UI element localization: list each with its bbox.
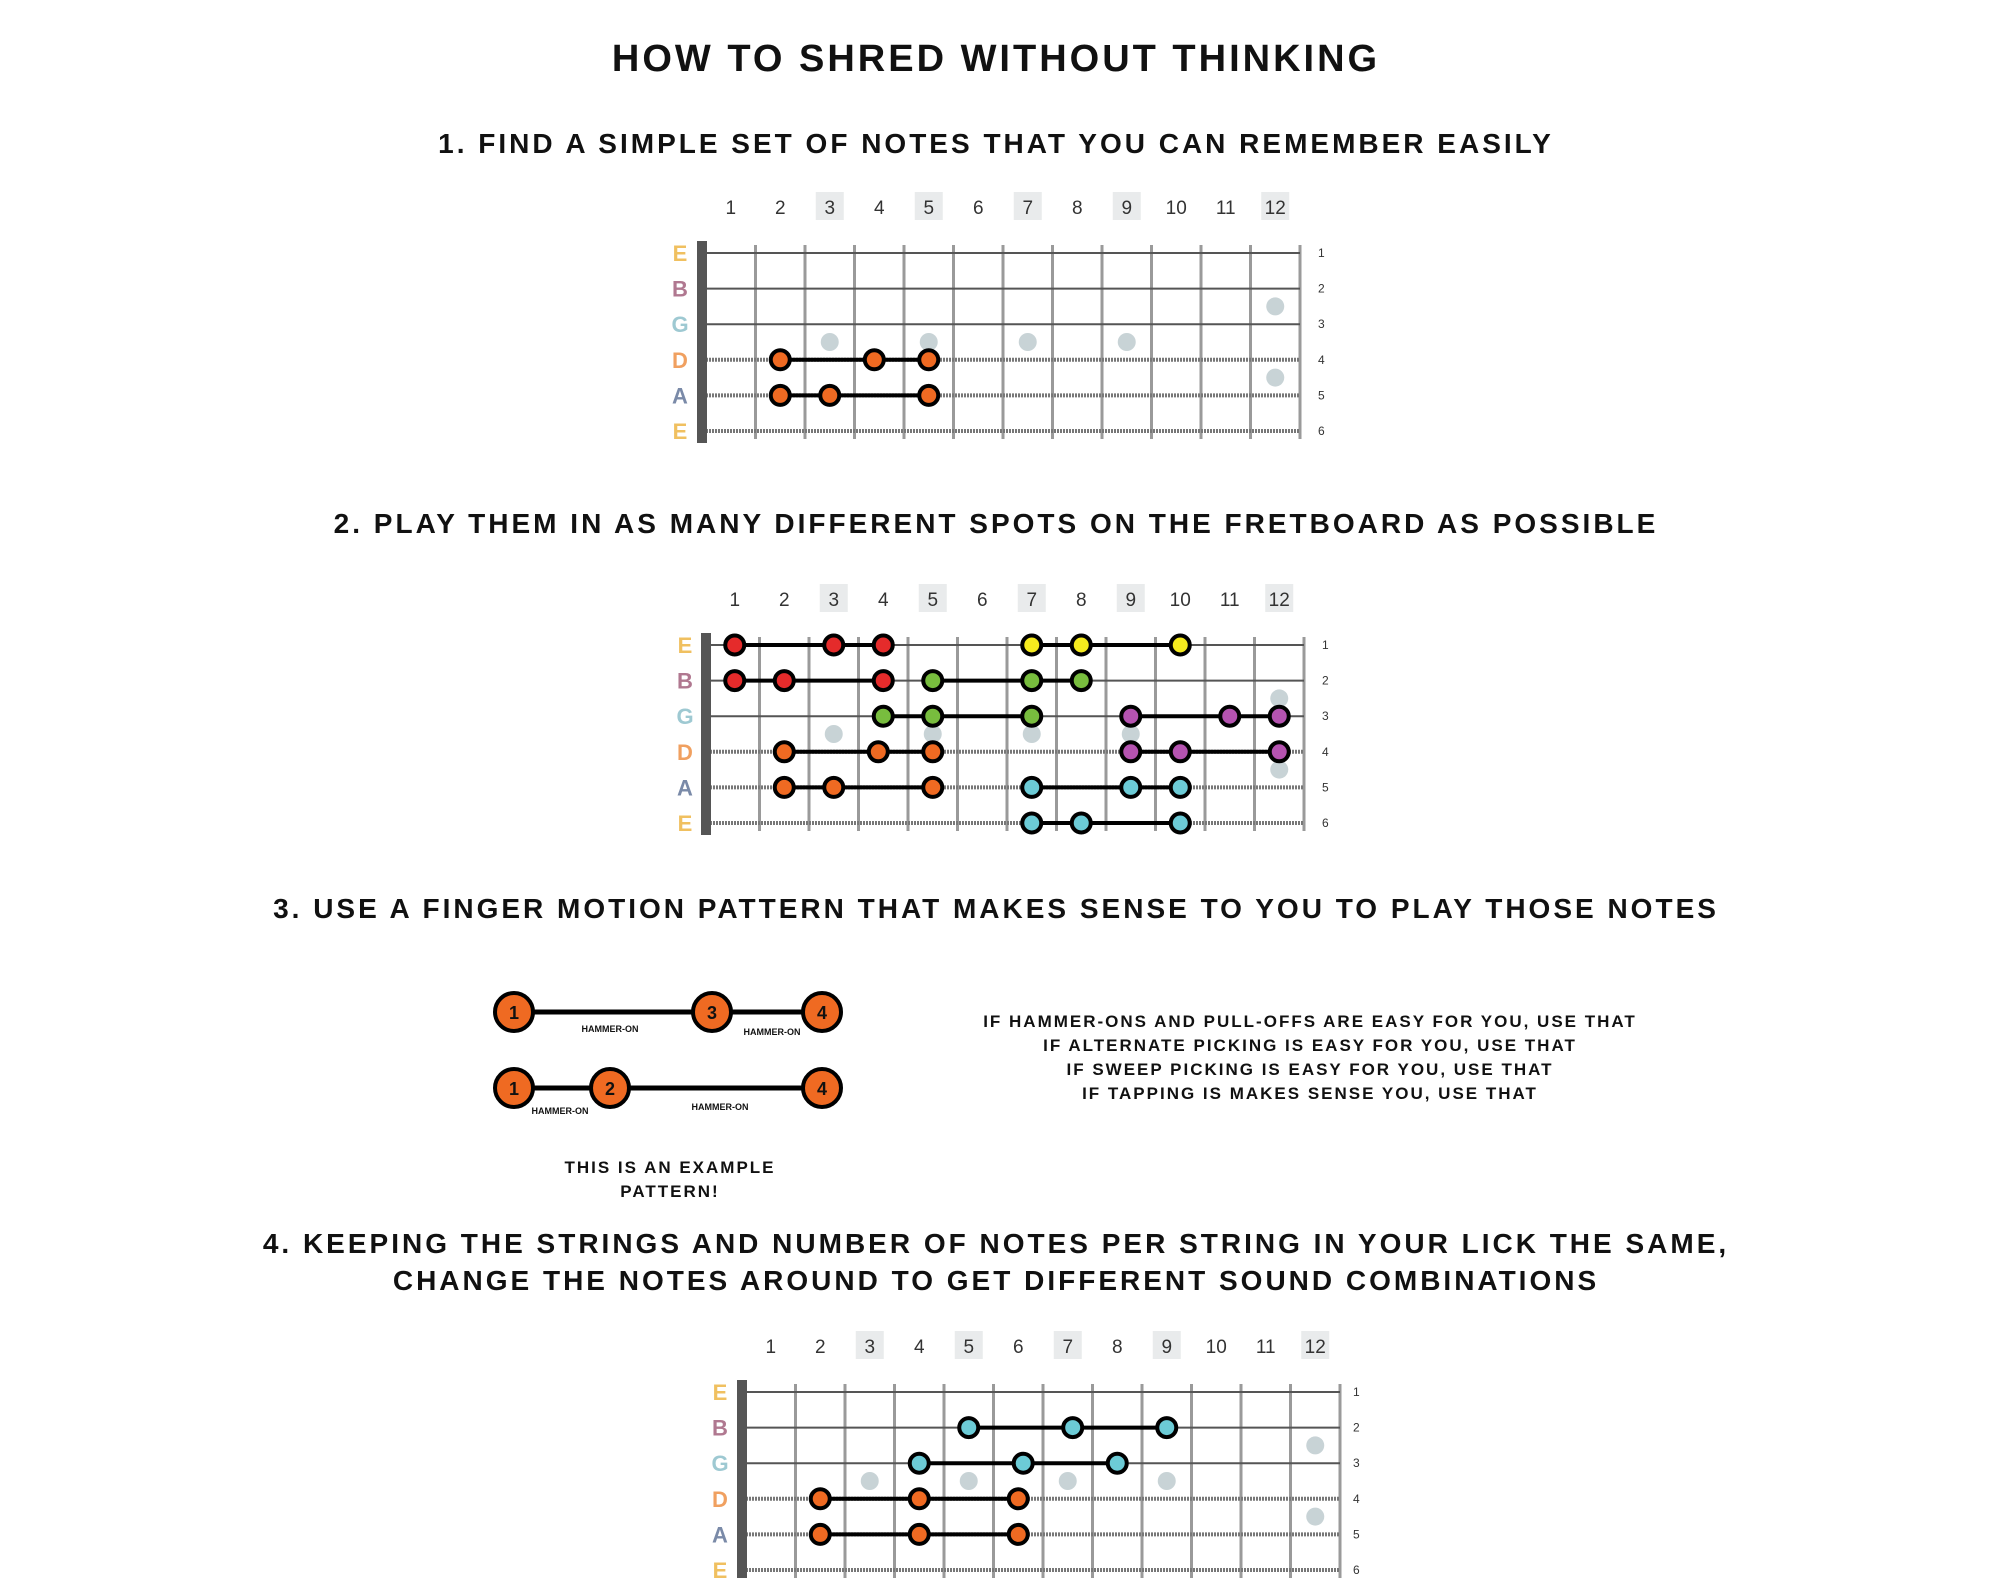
fret-inlay-dot bbox=[861, 1472, 879, 1490]
fret-number: 9 bbox=[1161, 1337, 1173, 1358]
step-2-heading: 2. PLAY THEM IN AS MANY DIFFERENT SPOTS ON THE FRETBOARD AS POSSIBLE bbox=[333, 508, 1659, 539]
fret-number: 10 bbox=[1165, 198, 1187, 219]
page-title: HOW TO SHRED WITHOUT THINKING bbox=[611, 38, 1381, 80]
finger-number: 1 bbox=[508, 1003, 520, 1023]
note-marker bbox=[1063, 1418, 1082, 1437]
string-number-label: 6 bbox=[1353, 1563, 1360, 1577]
fret-inlay-dot bbox=[1059, 1472, 1077, 1490]
note-marker bbox=[1009, 1489, 1028, 1508]
fret-number: 5 bbox=[927, 590, 939, 611]
hammer-on-label: HAMMER-ON bbox=[743, 1027, 801, 1037]
string-name-label: A bbox=[672, 383, 688, 409]
fret-number: 9 bbox=[1121, 198, 1133, 219]
fret-number: 2 bbox=[774, 198, 786, 219]
note-marker bbox=[1014, 1454, 1033, 1473]
string-name-label: G bbox=[671, 312, 689, 338]
string-number-label: 1 bbox=[1318, 246, 1325, 260]
step-4-heading-line-1: 4. KEEPING THE STRINGS AND NUMBER OF NOTES PER STRING IN YOUR LICK THE SAME, bbox=[262, 1228, 1730, 1259]
fret-number: 2 bbox=[778, 590, 790, 611]
note-marker bbox=[1108, 1454, 1127, 1473]
fret-number: 11 bbox=[1255, 1337, 1276, 1358]
string-name-label: E bbox=[672, 419, 688, 444]
fret-inlay-dot bbox=[1306, 1436, 1324, 1454]
fret-number: 7 bbox=[1062, 1337, 1074, 1358]
string-name-label: E bbox=[712, 1558, 728, 1578]
string-number-label: 6 bbox=[1318, 424, 1325, 438]
string-name-label: E bbox=[677, 633, 693, 658]
finger-number: 4 bbox=[816, 1003, 828, 1023]
string-name-label: A bbox=[712, 1522, 728, 1548]
note-marker bbox=[1157, 1418, 1176, 1437]
fret-number: 1 bbox=[729, 590, 741, 611]
fret-number: 12 bbox=[1264, 198, 1286, 219]
finger-number: 1 bbox=[508, 1079, 520, 1099]
hammer-on-label: HAMMER-ON bbox=[691, 1102, 749, 1112]
fret-number: 3 bbox=[864, 1337, 876, 1358]
fret-number: 9 bbox=[1125, 590, 1137, 611]
note-marker bbox=[910, 1489, 929, 1508]
fret-number: 11 bbox=[1215, 198, 1236, 219]
fret-number: 11 bbox=[1219, 590, 1240, 611]
string-name-label: D bbox=[677, 739, 693, 765]
fret-number: 1 bbox=[725, 198, 737, 219]
fret-number: 8 bbox=[1075, 590, 1087, 611]
note-marker bbox=[811, 1489, 830, 1508]
advice-line: IF ALTERNATE PICKING IS EASY FOR YOU, USE THAT bbox=[1043, 1036, 1577, 1055]
string-number-label: 5 bbox=[1322, 780, 1329, 795]
fret-number: 4 bbox=[873, 198, 885, 219]
advice-line: IF HAMMER-ONS AND PULL-OFFS ARE EASY FOR YOU, USE THAT bbox=[983, 1012, 1637, 1031]
string-name-label: G bbox=[676, 704, 694, 730]
fret-number: 5 bbox=[963, 1337, 975, 1358]
string-number-label: 2 bbox=[1322, 673, 1329, 688]
advice-line: IF SWEEP PICKING IS EASY FOR YOU, USE THAT bbox=[1066, 1060, 1554, 1079]
string-name-label: B bbox=[712, 1415, 728, 1441]
string-name-label: B bbox=[677, 668, 693, 694]
fret-number: 6 bbox=[972, 198, 984, 219]
string-name-label: G bbox=[711, 1451, 729, 1477]
string-number-label: 4 bbox=[1353, 1491, 1360, 1506]
step-1-heading: 1. FIND A SIMPLE SET OF NOTES THAT YOU CAN REMEMBER EASILY bbox=[438, 128, 1554, 159]
note-marker bbox=[910, 1525, 929, 1544]
fret-number: 6 bbox=[976, 590, 988, 611]
string-number-label: 3 bbox=[1318, 317, 1325, 332]
string-name-label: D bbox=[672, 347, 688, 373]
step-4-heading-line-2: CHANGE THE NOTES AROUND TO GET DIFFERENT SOUND COMBINATIONS bbox=[392, 1265, 1600, 1296]
fret-number: 5 bbox=[923, 198, 935, 219]
hammer-on-label: HAMMER-ON bbox=[531, 1106, 589, 1116]
fret-number: 4 bbox=[913, 1337, 925, 1358]
fret-number: 4 bbox=[877, 590, 889, 611]
fret-number: 8 bbox=[1071, 198, 1083, 219]
string-number-label: 3 bbox=[1353, 1456, 1360, 1471]
fret-inlay-dot bbox=[960, 1472, 978, 1490]
string-number-label: 4 bbox=[1322, 744, 1329, 759]
note-marker bbox=[811, 1525, 830, 1544]
fret-number: 10 bbox=[1169, 590, 1191, 611]
string-number-label: 3 bbox=[1322, 709, 1329, 724]
pattern-caption-line-1: THIS IS AN EXAMPLE bbox=[564, 1158, 776, 1177]
finger-number: 2 bbox=[604, 1079, 616, 1099]
note-marker bbox=[1009, 1525, 1028, 1544]
finger-number: 4 bbox=[816, 1079, 828, 1099]
fret-number: 10 bbox=[1205, 1337, 1227, 1358]
string-number-label: 6 bbox=[1322, 816, 1329, 830]
string-name-label: E bbox=[677, 811, 693, 836]
fret-number: 3 bbox=[824, 198, 836, 219]
string-name-label: B bbox=[672, 276, 688, 302]
string-name-label: A bbox=[677, 775, 693, 801]
fret-number: 6 bbox=[1012, 1337, 1024, 1358]
advice-line: IF TAPPING IS MAKES SENSE YOU, USE THAT bbox=[1082, 1084, 1538, 1103]
fretboard-nut bbox=[737, 1380, 747, 1578]
step-3-heading: 3. USE A FINGER MOTION PATTERN THAT MAKES SENSE TO YOU TO PLAY THOSE NOTES bbox=[273, 893, 1719, 924]
fret-number: 8 bbox=[1111, 1337, 1123, 1358]
string-number-label: 4 bbox=[1318, 352, 1325, 367]
fret-inlay-dot bbox=[1158, 1472, 1176, 1490]
fret-number: 12 bbox=[1268, 590, 1290, 611]
string-name-label: E bbox=[672, 241, 688, 266]
fret-number: 7 bbox=[1026, 590, 1038, 611]
pattern-caption-line-2: PATTERN! bbox=[620, 1182, 720, 1201]
note-marker bbox=[910, 1454, 929, 1473]
fret-number: 7 bbox=[1022, 198, 1034, 219]
finger-number: 3 bbox=[706, 1003, 718, 1023]
fret-number: 1 bbox=[765, 1337, 777, 1358]
string-number-label: 5 bbox=[1318, 388, 1325, 403]
fret-number: 12 bbox=[1304, 1337, 1326, 1358]
hammer-on-label: HAMMER-ON bbox=[581, 1024, 639, 1034]
string-number-label: 2 bbox=[1318, 281, 1325, 296]
fret-number: 2 bbox=[814, 1337, 826, 1358]
string-name-label: E bbox=[712, 1380, 728, 1405]
string-name-label: D bbox=[712, 1486, 728, 1512]
string-number-label: 1 bbox=[1353, 1385, 1360, 1399]
fret-inlay-dot bbox=[1306, 1508, 1324, 1526]
fret-number: 3 bbox=[828, 590, 840, 611]
note-marker bbox=[959, 1418, 978, 1437]
string-number-label: 2 bbox=[1353, 1420, 1360, 1435]
string-number-label: 5 bbox=[1353, 1527, 1360, 1542]
string-number-label: 1 bbox=[1322, 638, 1329, 652]
